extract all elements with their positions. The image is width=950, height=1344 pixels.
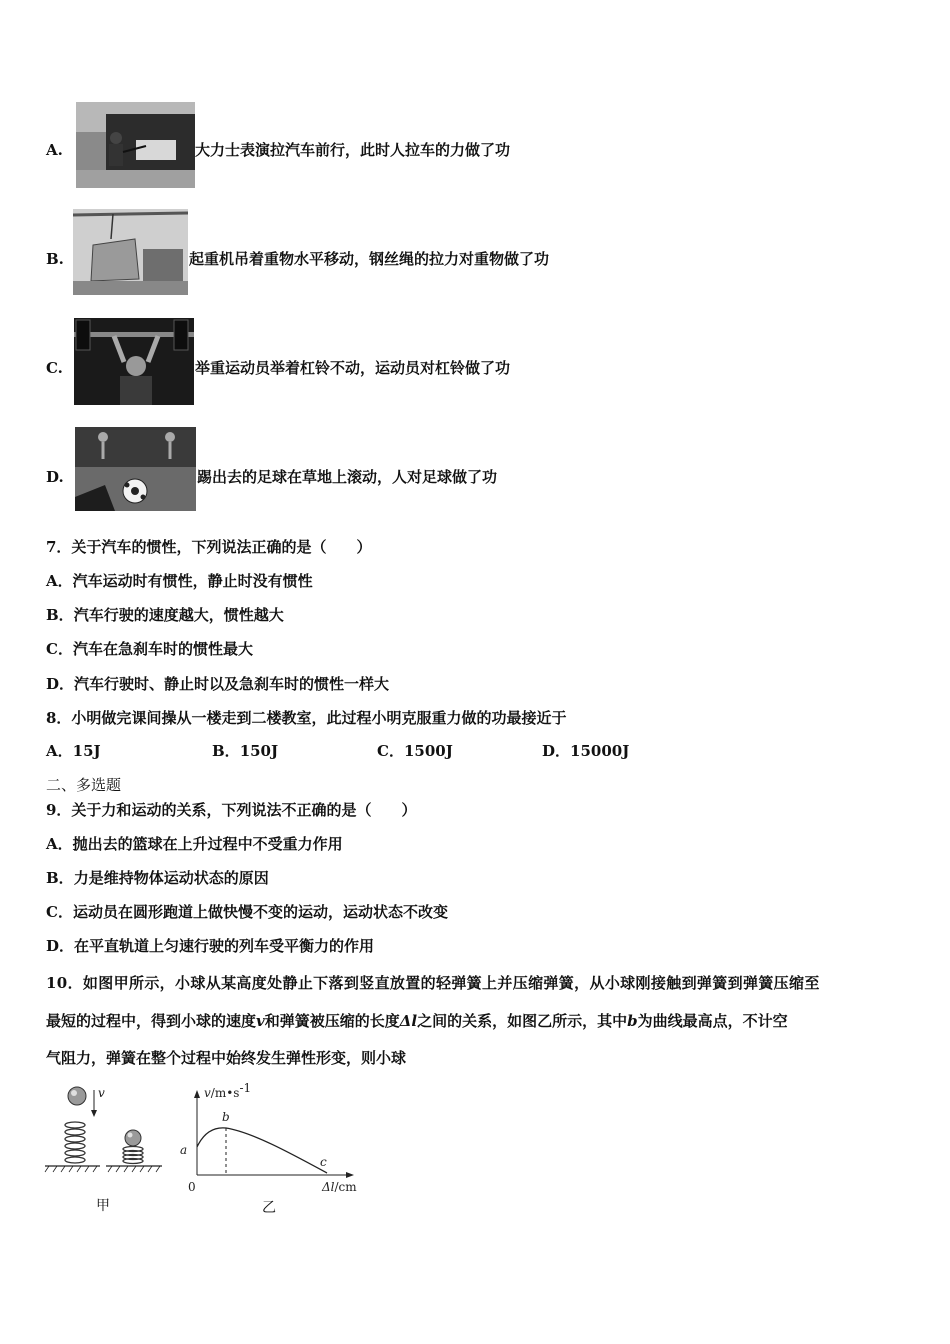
strongman-photo bbox=[76, 102, 195, 188]
origin-label: 0 bbox=[188, 1180, 196, 1194]
figure-yi-graph bbox=[172, 1080, 372, 1198]
question-stem-line1: 10．如图甲所示，小球从某高度处静止下落到竖直放置的轻弹簧上并压缩弹簧，从小球刚接触到弹簧到弹簧压缩至 bbox=[46, 974, 820, 992]
section-title: 二、多选题 bbox=[46, 776, 122, 794]
velocity-label: v bbox=[98, 1086, 105, 1100]
option-letter: A. bbox=[46, 141, 63, 159]
velocity-curve bbox=[197, 1128, 327, 1173]
option-letter: D. bbox=[46, 468, 64, 486]
option-row: C．汽车在急刹车时的惯性最大 bbox=[46, 640, 253, 658]
option-caption: 起重机吊着重物水平移动，钢丝绳的拉力对重物做了功 bbox=[189, 250, 550, 268]
option-row: A．15J bbox=[46, 742, 101, 760]
x-axis-arrow bbox=[346, 1172, 354, 1178]
option-caption: 踢出去的足球在草地上滚动，人对足球做了功 bbox=[197, 468, 498, 486]
option-letter: C. bbox=[46, 359, 63, 377]
point-a-label: a bbox=[180, 1143, 188, 1157]
option-row: B．力是维持物体运动状态的原因 bbox=[46, 869, 269, 887]
option-row: A．汽车运动时有惯性，静止时没有惯性 bbox=[46, 572, 313, 590]
figure-jia-caption: 甲 bbox=[96, 1198, 110, 1214]
option-row: C．1500J bbox=[377, 742, 453, 760]
crane-photo bbox=[73, 209, 188, 295]
option-letter: B. bbox=[46, 250, 64, 268]
option-row: D．15000J bbox=[542, 742, 630, 760]
football-photo bbox=[75, 427, 196, 511]
option-row: C．运动员在圆形跑道上做快慢不变的运动，运动状态不改变 bbox=[46, 903, 448, 921]
question-stem: 9．关于力和运动的关系，下列说法不正确的是（ ） bbox=[46, 801, 417, 819]
option-row: D．在平直轨道上匀速行驶的列车受平衡力的作用 bbox=[46, 937, 375, 955]
figure-yi-caption: 乙 bbox=[262, 1200, 276, 1216]
point-b-label: b bbox=[222, 1110, 230, 1124]
figure-jia bbox=[40, 1082, 170, 1182]
weightlifter-photo bbox=[74, 318, 194, 405]
x-axis-label: Δl/cm bbox=[322, 1180, 357, 1194]
option-row: B．150J bbox=[212, 742, 279, 760]
point-c-label: c bbox=[320, 1155, 327, 1169]
question-stem: 7．关于汽车的惯性，下列说法正确的是（ ） bbox=[46, 538, 372, 556]
question-stem-line3: 气阻力，弹簧在整个过程中始终发生弹性形变，则小球 bbox=[46, 1049, 407, 1067]
option-row: A．抛出去的篮球在上升过程中不受重力作用 bbox=[46, 835, 343, 853]
option-caption: 举重运动员举着杠铃不动，运动员对杠铃做了功 bbox=[195, 359, 511, 377]
option-caption: 大力士表演拉汽车前行，此时人拉车的力做了功 bbox=[195, 141, 511, 159]
y-axis-label: $v/m•s^{-1}$ bbox=[204, 1081, 252, 1100]
option-row: B．汽车行驶的速度越大，惯性越大 bbox=[46, 606, 284, 624]
question-stem: 8．小明做完课间操从一楼走到二楼教室，此过程小明克服重力做的功最接近于 bbox=[46, 709, 567, 727]
question-stem-line2: 最短的过程中，得到小球的速度v和弹簧被压缩的长度Δl之间的关系，如图乙所示，其中b为曲线最高点，不计空 bbox=[46, 1012, 788, 1030]
y-axis-arrow bbox=[194, 1090, 200, 1098]
option-row: D．汽车行驶时、静止时以及急刹车时的惯性一样大 bbox=[46, 675, 390, 693]
